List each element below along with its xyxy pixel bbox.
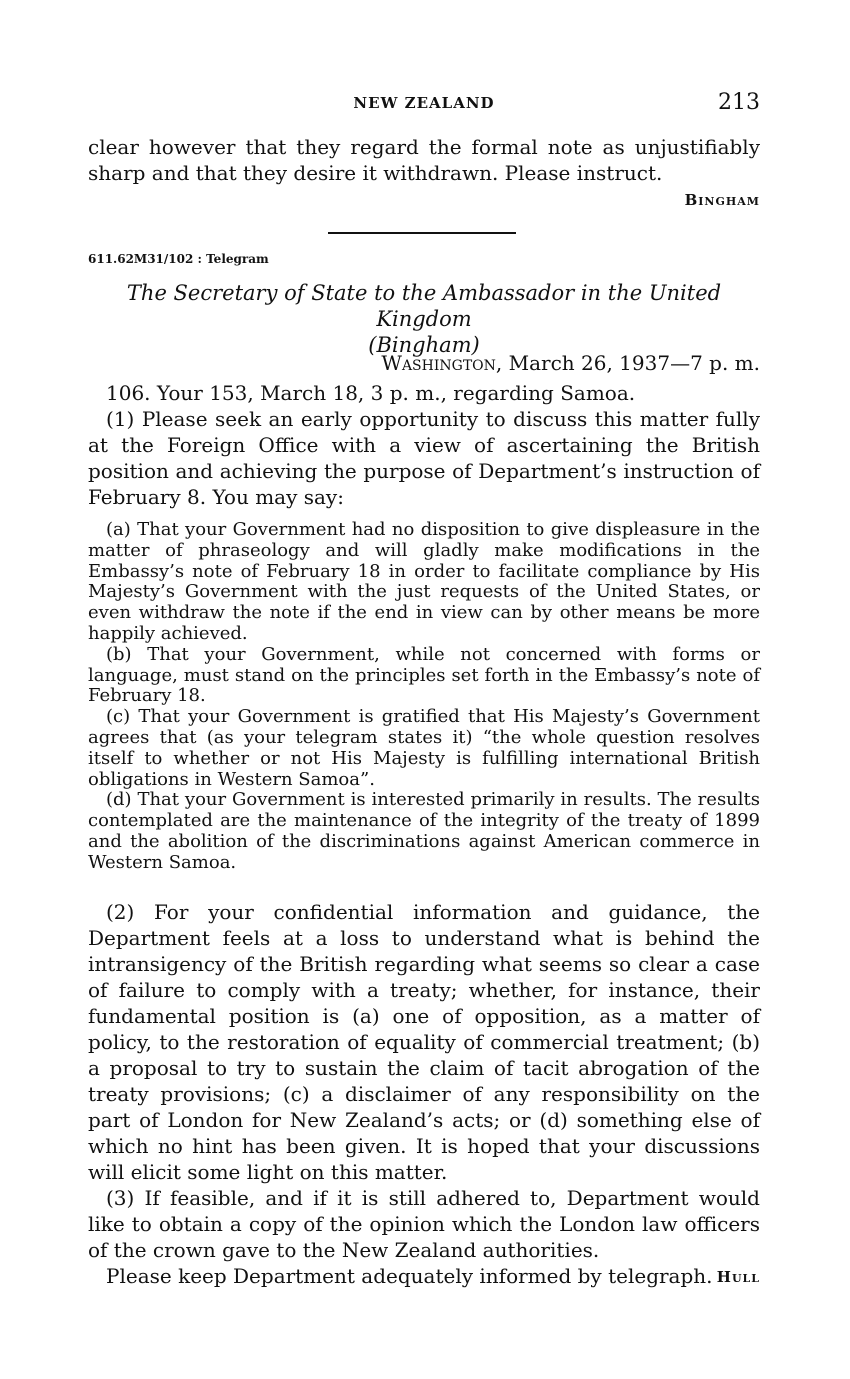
signature-hull: Hull (716, 1268, 760, 1286)
paragraph-1: (1) Please seek an early opportunity to discuss this matter fully at the Foreign Office with a view of ascertaining the British position and achieving the purpose of Department’s instruction of February 8. You may say: (88, 407, 760, 509)
dateline-date: March 26, 1937—7 p. m. (508, 351, 760, 375)
continuation-text: clear however that they regard the formal note as unjustifiably sharp and that they desire it withdrawn. Please instruct. (88, 135, 760, 185)
dateline-place: Washington, (381, 351, 503, 375)
closing-block (88, 899, 760, 1289)
heading-line-1: The Secretary of State to the Ambassador in the United Kingdom (126, 281, 722, 331)
paragraph-a: (a) That your Government had no disposition to give displeasure in the matter of phraseology and will gladly make modifications in the Embassy’s note of February 18 in order to facilitate compliance by His Majesty’s Government with the just requests of the United States, or even withdraw the note if the end in view can by other means be more happily achieved. (88, 519, 760, 644)
opening-block (88, 380, 760, 510)
continuation-block (88, 134, 760, 186)
paragraph-3: (3) If feasible, and if it is still adhered to, Department would like to obtain a copy of the opinion which the London law officers of the crown gave to the New Zealand authorities. (88, 1186, 760, 1262)
running-title: NEW ZEALAND (353, 94, 495, 112)
page-number: 213 (718, 90, 760, 115)
signature-bingham: Bingham (684, 191, 760, 209)
page-header (88, 92, 760, 120)
dateline (381, 351, 760, 375)
points-block (88, 520, 760, 874)
document-heading (88, 280, 760, 358)
closing-line: Please keep Department adequately informed by telegraph. (106, 1264, 713, 1288)
section-divider (328, 232, 516, 234)
paragraph-b: (b) That your Government, while not concerned with forms or language, must stand on the principles set forth in the Embassy’s note of February 18. (88, 643, 760, 707)
file-reference: 611.62M31/102 : Telegram (88, 252, 269, 266)
paragraph-c: (c) That your Government is gratified that His Majesty’s Government agrees that (as your telegram states it) “the whole question resolves itself to whether or not His Majesty is fulfilling international British obligations in Western Samoa”. (88, 706, 760, 790)
opening-line: 106. Your 153, March 18, 3 p. m., regarding Samoa. (106, 381, 636, 405)
heading-line-2: (Bingham) (368, 333, 480, 357)
paragraph-d: (d) That your Government is interested primarily in results. The results contemplated are the maintenance of the integrity of the treaty of 1899 and the abolition of the discriminations against American commerce in Western Samoa. (88, 789, 760, 873)
paragraph-2: (2) For your confidential information and guidance, the Department feels at a loss to understand what is behind the intransigency of the British regarding what seems so clear a case of failure to comply with a treaty; whether, for instance, their fundamental position is (a) one of opposition, as a matter of policy, to the restoration of equality of commercial treatment; (b) a proposal to try to sustain the claim of tacit abrogation of the treaty provisions; (c) a disclaimer of any responsibility on the part of London for New Zealand’s acts; or (d) something else of which no hint has been given. It is hoped that your discussions will elicit some light on this matter. (88, 900, 760, 1184)
